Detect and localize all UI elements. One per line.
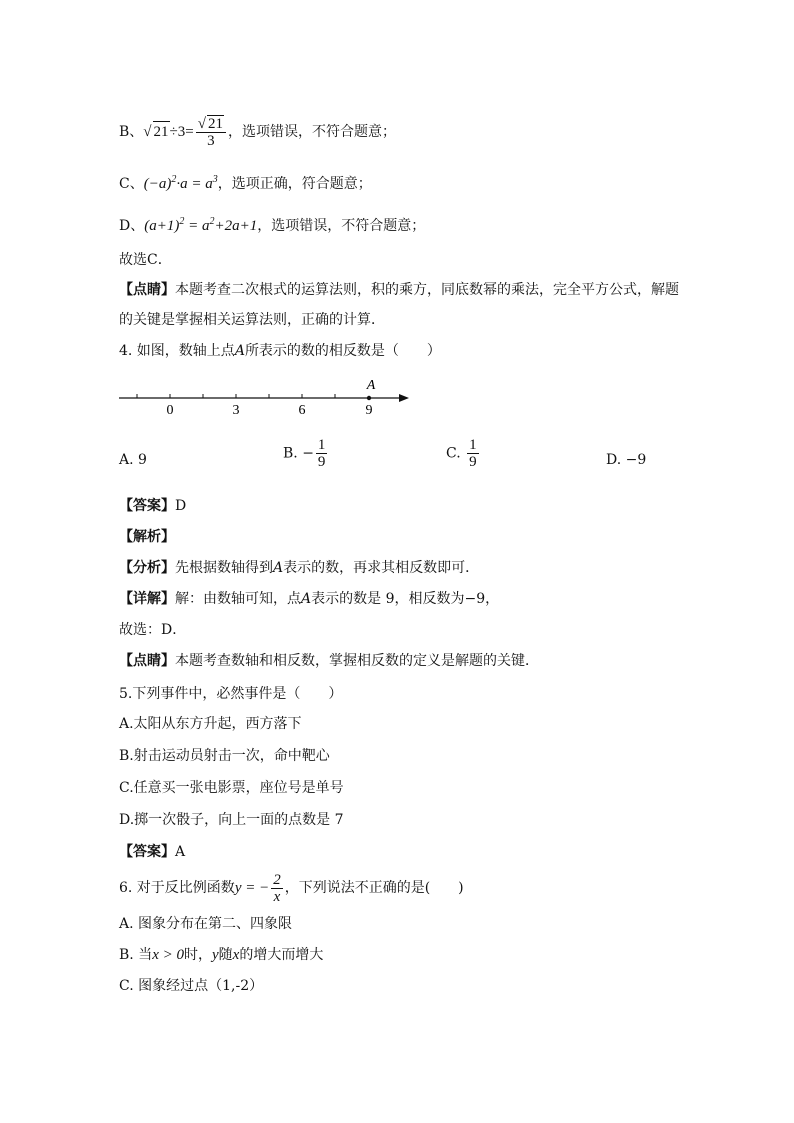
line-option-d [119, 212, 425, 236]
remark-line-1: 【点睛】本题考查二次根式的运算法则，积的乘方，同底数幂的乘法，完全平方公式，解题 [119, 282, 679, 298]
point-a [367, 396, 371, 400]
q4-analysis-tag: 【解析】 [119, 529, 175, 545]
option-b-fraction: $\frac{√ 21}{3}$ [196, 115, 226, 149]
q4-answer: 【答案】D [119, 498, 187, 514]
option-c-expression: $(-a)^2\cdot a = a^3$ [143, 174, 218, 192]
q6-option-b: B. 当x > 0时，y随x的增大而增大 [119, 947, 324, 963]
tick-label-9: 9 [365, 403, 373, 418]
q4-detail: 【详解】解：由数轴可知，点A表示的数是 9，相反数为−9， [119, 591, 500, 607]
option-b-text: ，选项错误，不符合题意； [227, 124, 396, 140]
option-c-text: ，选项正确，符合题意； [217, 176, 372, 192]
q6-option-a: A. 图象分布在第二、四象限 [119, 916, 293, 932]
q6-stem: 6. 对于反比例函数y = − $\frac{2}{x}$ ，下列说法不正确的是( ) [119, 871, 464, 905]
q4-option-d: D. −9 [606, 452, 647, 468]
q4-choice: 故选：D． [119, 622, 187, 638]
option-b-expression: √ 21÷3= [143, 124, 193, 140]
q4-remark: 【点睛】本题考查数轴和相反数，掌握相反数的定义是解题的关键． [119, 653, 539, 669]
tick-label-6: 6 [298, 403, 306, 418]
option-c-label: C、 [119, 176, 144, 192]
q5-answer: 【答案】A [119, 844, 186, 860]
option-d-text: ，选项错误，不符合题意； [257, 218, 426, 234]
axis-arrow-icon [399, 394, 409, 402]
remark-tag: 【点睛】 [119, 282, 175, 298]
tick-label-0: 0 [166, 403, 174, 418]
q5-option-c: C.任意买一张电影票，座位号是单号 [119, 780, 344, 796]
q4-fenxi: 【分析】先根据数轴得到A表示的数，再求其相反数即可． [119, 560, 480, 576]
option-b-label: B、 [119, 124, 144, 140]
option-d-expression: $(a+1)^2 = a^2+2a+1$ [144, 216, 258, 234]
line-option-b [119, 115, 396, 149]
q5-stem: 5.下列事件中，必然事件是（ ） [119, 686, 343, 702]
tick-label-3: 3 [232, 403, 240, 418]
q4-option-a: A. 9 [119, 452, 147, 468]
q5-option-b: B.射击运动员射击一次，命中靶心 [119, 748, 330, 764]
q4-option-c: C. $\frac{1}{9}$ [446, 437, 477, 470]
line-option-c [119, 170, 372, 194]
choice-line: 故选C． [119, 252, 172, 268]
option-d-label: D、 [119, 218, 145, 234]
q4-stem: 4. 如图，数轴上点A所表示的数的相反数是（ ） [119, 343, 441, 359]
point-a-label: A [366, 378, 376, 393]
remark-line-2: 的关键是掌握相关运算法则，正确的计算． [119, 312, 385, 328]
q4-option-b: B. − $\frac{1}{9}$ [283, 437, 326, 470]
q6-option-c: C. 图象经过点（1,-2） [119, 978, 264, 994]
number-line [115, 374, 415, 422]
q5-option-d: D.掷一次骰子，向上一面的点数是 7 [119, 812, 344, 828]
q5-option-a: A.太阳从东方升起，西方落下 [119, 716, 302, 732]
